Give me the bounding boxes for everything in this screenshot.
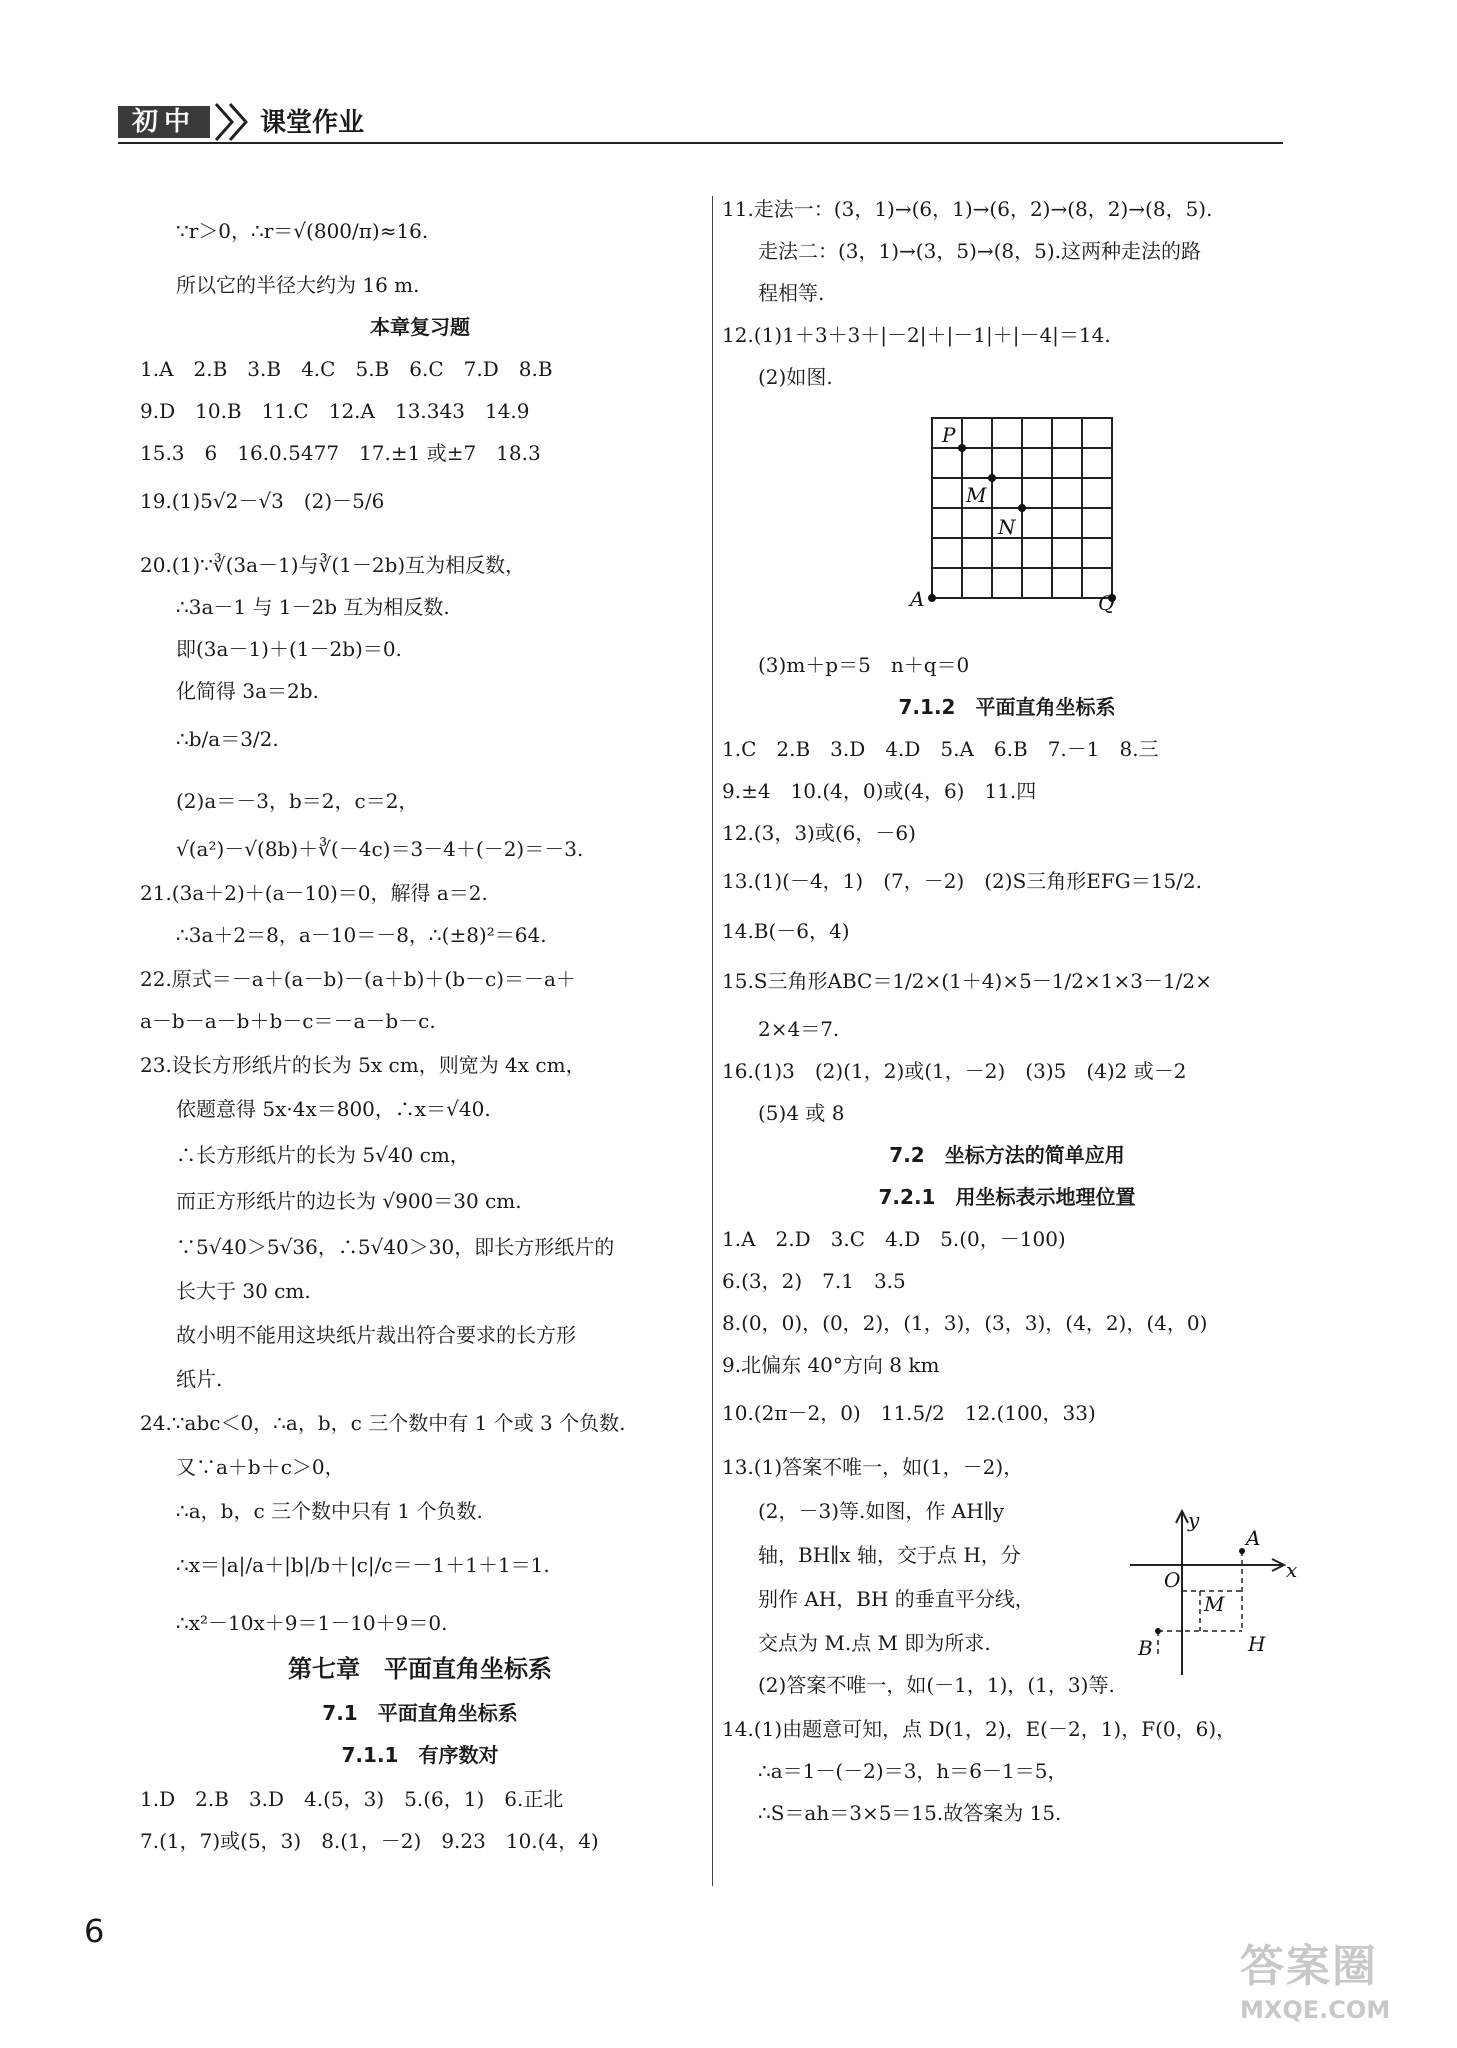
label-h: H: [1248, 1632, 1266, 1656]
label-a: A: [1246, 1526, 1261, 1550]
answer-line: 而正方形纸片的边长为 √900＝30 cm.: [176, 1189, 522, 1213]
grid-figure: [902, 410, 1122, 620]
header-rule: [118, 142, 1283, 144]
answer-line: 20.(1)∵∛(3a－1)与∛(1－2b)互为相反数，: [140, 553, 526, 577]
answer-line: 22.原式＝－a＋(a－b)－(a＋b)＋(b－c)＝－a＋: [140, 967, 576, 991]
coordinate-figure: [1122, 1505, 1302, 1685]
answer-line: (2，－3)等.如图，作 AH∥y: [758, 1499, 1005, 1523]
answer-line: (2)如图.: [758, 365, 833, 389]
answer-line: ∴长方形纸片的长为 5√40 cm，: [176, 1143, 470, 1167]
answer-line: ∴3a－1 与 1－2b 互为相反数.: [176, 595, 450, 619]
answer-line: (5)4 或 8: [758, 1101, 845, 1125]
answer-line: 化简得 3a＝2b.: [176, 679, 319, 703]
point-m: [988, 474, 996, 482]
answer-line: 9.D 10.B 11.C 12.A 13.343 14.9: [140, 399, 530, 423]
label-a: A: [910, 587, 925, 611]
answer-line: ∴b/a＝3/2.: [176, 727, 279, 751]
answer-line: 23.设长方形纸片的长为 5x cm，则宽为 4x cm，: [140, 1053, 586, 1077]
answer-line: 12.(3，3)或(6，－6): [722, 821, 916, 845]
origin-label: O: [1164, 1568, 1181, 1592]
point-p: [958, 444, 966, 452]
answer-line: 10.(2π－2，0) 11.5/2 12.(100，33): [722, 1401, 1096, 1425]
answer-line: 1.A 2.D 3.C 4.D 5.(0，－100): [722, 1227, 1066, 1251]
answer-line: ∴a，b，c 三个数中只有 1 个负数.: [176, 1499, 483, 1523]
answer-line: 15.3 6 16.0.5477 17.±1 或±7 18.3: [140, 441, 541, 465]
answer-line: 纸片.: [176, 1367, 223, 1391]
section-title: 7.2.1 用坐标表示地理位置: [878, 1185, 1136, 1209]
answer-line: ∴S＝ah＝3×5＝15.故答案为 15.: [758, 1801, 1062, 1825]
answer-line: 长大于 30 cm.: [176, 1279, 311, 1303]
answer-line: (2)a＝－3，b＝2，c＝2，: [176, 789, 419, 813]
answer-line: ∴a＝1－(－2)＝3，h＝6－1＝5，: [758, 1759, 1068, 1783]
answer-line: (2)答案不唯一，如(－1，1)，(1，3)等.: [758, 1673, 1115, 1697]
section-title: 7.1.2 平面直角坐标系: [898, 695, 1116, 719]
answer-line: ∵5√40＞5√36，∴5√40＞30，即长方形纸片的: [176, 1235, 615, 1259]
answer-line: ∴3a＋2＝8，a－10＝－8，∴(±8)²＝64.: [176, 923, 547, 947]
column-divider: [712, 196, 713, 1886]
section-title: 7.1 平面直角坐标系: [322, 1701, 518, 1725]
axis-x-label: x: [1286, 1558, 1298, 1582]
answer-line: 程相等.: [758, 281, 825, 305]
answer-line: 24.∵abc＜0，∴a，b，c 三个数中有 1 个或 3 个负数.: [140, 1411, 626, 1435]
answer-line: 19.(1)5√2－√3 (2)－5/6: [140, 489, 385, 513]
answer-line: 1.C 2.B 3.D 4.D 5.A 6.B 7.－1 8.三: [722, 737, 1159, 761]
answer-line: 依题意得 5x·4x＝800，∴x＝√40.: [176, 1097, 491, 1121]
label-q: Q: [1098, 591, 1115, 615]
answer-line: 14.B(－6，4): [722, 919, 850, 943]
answer-line: 21.(3a＋2)＋(a－10)＝0，解得 a＝2.: [140, 881, 488, 905]
answer-line: 7.(1，7)或(5，3) 8.(1，－2) 9.23 10.(4，4): [140, 1829, 599, 1853]
answer-line: 交点为 M.点 M 即为所求.: [758, 1631, 991, 1655]
section-title: 本章复习题: [370, 315, 470, 339]
answer-line: 11.走法一：(3，1)→(6，1)→(6，2)→(8，2)→(8，5).: [722, 197, 1213, 221]
answer-line: 别作 AH，BH 的垂直平分线，: [758, 1587, 1035, 1611]
header-title: 课堂作业: [260, 108, 365, 138]
answer-line: 即(3a－1)＋(1－2b)＝0.: [176, 637, 402, 661]
answer-line: 故小明不能用这块纸片裁出符合要求的长方形: [176, 1323, 576, 1347]
answer-line: (3)m＋p＝5 n＋q＝0: [758, 653, 970, 677]
answer-line: 轴，BH∥x 轴，交于点 H，分: [758, 1543, 1021, 1567]
section-title: 7.1.1 有序数对: [341, 1743, 499, 1767]
label-p: P: [942, 423, 956, 447]
answer-line: 走法二：(3，1)→(3，5)→(8，5).这两种走法的路: [758, 239, 1202, 263]
axis-y-label: y: [1188, 1508, 1200, 1532]
answer-line: 1.A 2.B 3.B 4.C 5.B 6.C 7.D 8.B: [140, 357, 553, 381]
answer-line: 6.(3，2) 7.1 3.5: [722, 1269, 906, 1293]
page-number: 6: [84, 1912, 105, 1950]
header-tag: 初中: [118, 106, 210, 138]
answer-line: 13.(1)答案不唯一，如(1，－2)，: [722, 1455, 1024, 1479]
answer-line: 12.(1)1＋3＋3＋|－2|＋|－1|＋|－4|＝14.: [722, 323, 1111, 347]
answer-line: 8.(0，0)，(0，2)，(1，3)，(3，3)，(4，2)，(4，0): [722, 1311, 1208, 1335]
page-header: [118, 100, 1283, 144]
label-b: B: [1138, 1636, 1153, 1660]
answer-line: 2×4＝7.: [758, 1017, 840, 1041]
answer-line: a－b－a－b＋b－c＝－a－b－c.: [140, 1009, 436, 1033]
watermark-logo: 答案圈: [1240, 1941, 1378, 1992]
label-m: M: [1204, 1592, 1225, 1616]
double-chevron-icon: [210, 100, 258, 142]
answer-line: ∴x²－10x＋9＝1－10＋9＝0.: [176, 1611, 448, 1635]
chapter-title: 第七章 平面直角坐标系: [288, 1655, 552, 1683]
answer-line: 9.北偏东 40°方向 8 km: [722, 1353, 940, 1377]
point-n: [1018, 504, 1026, 512]
answer-line: ∴x＝|a|/a＋|b|/b＋|c|/c＝－1＋1＋1＝1.: [176, 1553, 550, 1577]
answer-line: ∵r＞0，∴r＝√(800/π)≈16.: [176, 219, 429, 243]
answer-line: √(a²)－√(8b)＋∛(－4c)＝3－4＋(－2)＝－3.: [176, 837, 584, 861]
section-title: 7.2 坐标方法的简单应用: [889, 1143, 1125, 1167]
answer-line: 9.±4 10.(4，0)或(4，6) 11.四: [722, 779, 1037, 803]
point-a: [928, 594, 936, 602]
watermark-url: MXQE.COM: [1240, 1996, 1391, 2024]
label-m: M: [966, 483, 987, 507]
answer-line: 16.(1)3 (2)(1，2)或(1，－2) (3)5 (4)2 或－2: [722, 1059, 1187, 1083]
watermark: [1240, 1930, 1390, 2024]
answer-line: 13.(1)(－4，1) (7，－2) (2)S三角形EFG＝15/2.: [722, 869, 1202, 893]
answer-line: 14.(1)由题意可知，点 D(1，2)，E(－2，1)，F(0，6)，: [722, 1717, 1237, 1741]
answer-line: 15.S三角形ABC＝1/2×(1＋4)×5－1/2×1×3－1/2×: [722, 969, 1212, 993]
answer-line: 又∵a＋b＋c＞0，: [176, 1455, 345, 1479]
label-n: N: [998, 515, 1016, 539]
answer-line: 所以它的半径大约为 16 m.: [176, 273, 420, 297]
answer-line: 1.D 2.B 3.D 4.(5，3) 5.(6，1) 6.正北: [140, 1787, 564, 1811]
